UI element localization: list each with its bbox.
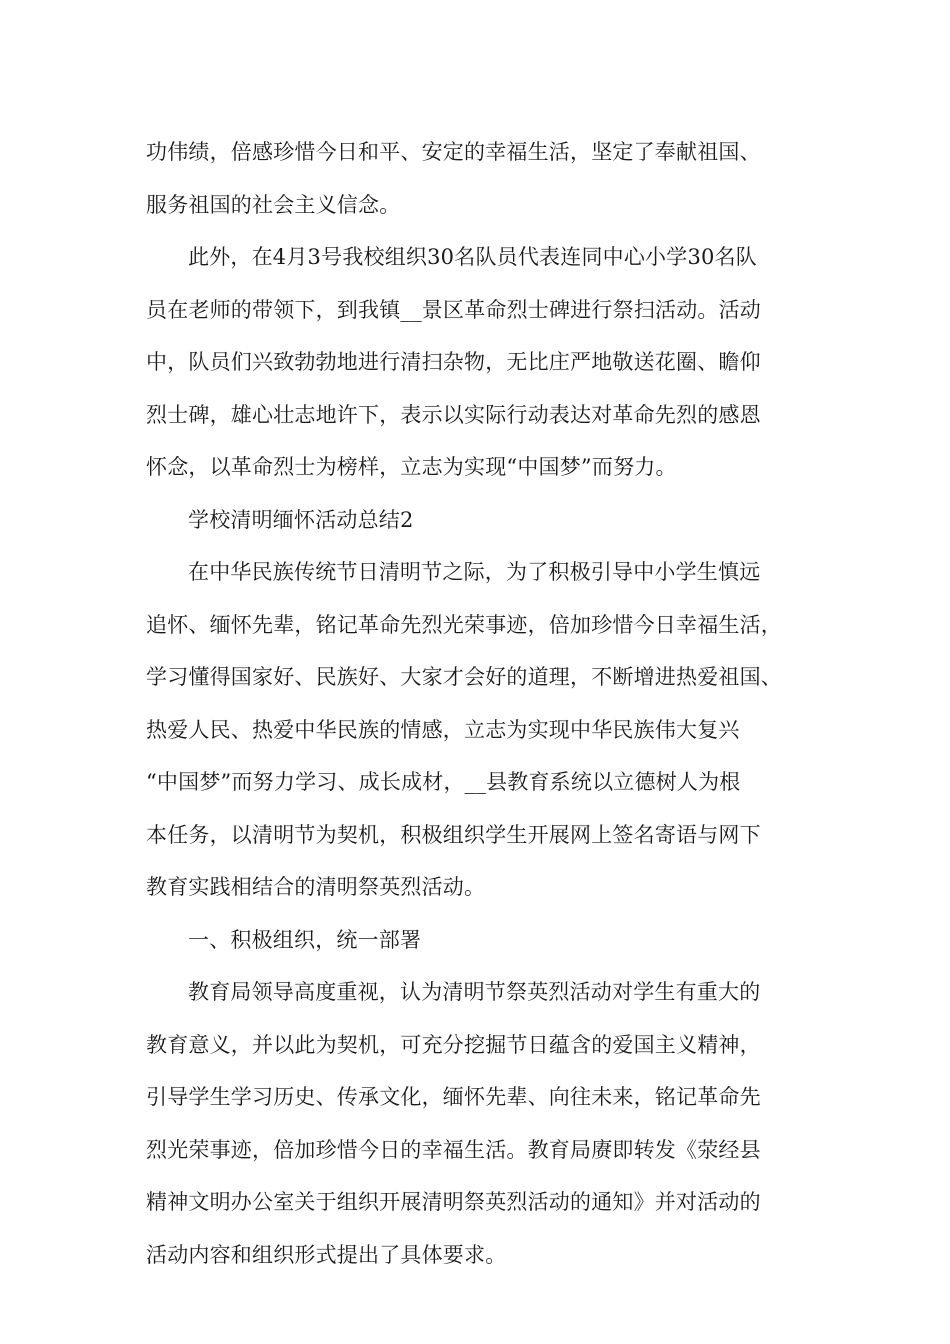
text-line: 教育局领导高度重视，认为清明节祭英烈活动对学生有重大的	[188, 980, 761, 1004]
paragraph-memorial-visit	[146, 231, 810, 494]
subsection-heading	[146, 914, 810, 967]
text-line: 学习懂得国家好、民族好、大家才会好的道理，不断增进热爱祖国、	[146, 665, 782, 689]
document-body	[146, 126, 810, 1281]
heading-text: 学校清明缅怀活动总结2	[188, 507, 414, 532]
paragraph-intro	[146, 546, 810, 914]
text-line: 追怀、缅怀先辈，铭记革命先烈光荣事迹，倍加珍惜今日幸福生活，	[146, 612, 782, 637]
text-line: 在中华民族传统节日清明节之际，为了积极引导中小学生慎远	[188, 560, 761, 584]
text-line: 服务祖国的社会主义信念。	[146, 192, 401, 217]
section-heading	[146, 494, 810, 547]
text-line: 引导学生学习历史、传承文化，缅怀先辈、向往未来，铭记革命先	[146, 1085, 761, 1109]
text-line: 教育实践相结合的清明祭英烈活动。	[146, 875, 486, 899]
text-line: 怀念，以革命烈士为榜样，立志为实现“中国梦”而努力。	[146, 455, 677, 479]
heading-text: 一、积极组织，统一部署	[188, 927, 422, 952]
paragraph-organization	[146, 966, 810, 1281]
text-line: 本任务，以清明节为契机，积极组织学生开展网上签名寄语与网下	[146, 822, 761, 847]
text-line: 精神文明办公室关于组织开展清明祭英烈活动的通知》并对活动的	[146, 1190, 761, 1214]
text-line: 热爱人民、热爱中华民族的情感，立志为实现中华民族伟大复兴	[146, 717, 740, 742]
text-line: 中，队员们兴致勃勃地进行清扫杂物，无比庄严地敬送花圈、瞻仰	[146, 350, 761, 374]
text-line: 教育意义，并以此为契机，可充分挖掘节日蕴含的爱国主义精神，	[146, 1032, 761, 1057]
text-line: 此外，在4月3号我校组织30名队员代表连同中心小学30名队	[188, 245, 757, 269]
text-line: 员在老师的带领下，到我镇__景区革命烈士碑进行祭扫活动。活动	[146, 297, 761, 322]
paragraph-continuation	[146, 126, 810, 231]
text-line: 烈光荣事迹，倍加珍惜今日的幸福生活。教育局赓即转发《荥经县	[146, 1137, 761, 1162]
text-line: 烈士碑，雄心壮志地许下，表示以实际行动表达对革命先烈的感恩	[146, 402, 761, 427]
text-line: 活动内容和组织形式提出了具体要求。	[146, 1242, 507, 1267]
text-line: “中国梦”而努力学习、成长成材，__县教育系统以立德树人为根	[146, 770, 741, 794]
text-line: 功伟绩，倍感珍惜今日和平、安定的幸福生活，坚定了奉献祖国、	[146, 140, 761, 164]
